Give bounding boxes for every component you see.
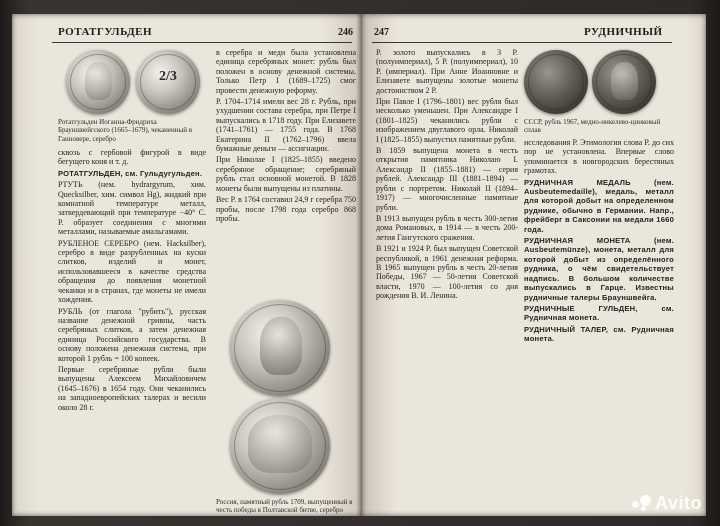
entry-rubl: РУБЛЬ (от глагола "рубить"), русская название денежной гривны, часть серебряных слитков, а затем денежная единица Российского государства. В основу положена денежная система, при которой 1 рубль = 100 копеек.: [58, 306, 206, 363]
page-number-right: 247: [374, 27, 389, 38]
coin-peter-rouble-obverse: [230, 300, 330, 396]
entry-rotatgulden: РОТАТГУЛЬДЕН, см. Гульдугульден.: [58, 168, 203, 178]
coin-caption-ussr: СССР, рубль 1967, медно-никелево-цинковый сплав: [524, 118, 661, 135]
running-head-left: РОТАТГУЛЬДЕН: [58, 26, 153, 38]
header-rule: [372, 42, 672, 43]
text-paragraph: в серебра и меди была установлена единица серебряных монет: рубль был положен в основу денежной системы. Только Петр I (1689–1725) смог провести денежную реформу.: [216, 48, 356, 95]
left-column-2: [216, 48, 356, 225]
avito-logo-icon: [632, 495, 652, 511]
text-paragraph: Р. 1704–1714 имели вес 28 г. Рубль, при ухудшении состава серебра, при Петре I выпускались в 1718 году. При Елизавете (1741–1761) — 1755 года. В 1768 Екатерина II (1762–1796) ввела бумажные деньги — ассигнации.: [216, 97, 356, 154]
right-column-2: [524, 138, 674, 346]
text-paragraph: Первые серебряные рубли были выпущены Алексеем Михайловичем (1645–1676) в 1654 году. Они чеканились на западноевропейских талерах и весили около 28 г.: [58, 364, 206, 412]
coin-caption-top: Ротатгульден Иоганна-Фридриха Брауншвейгского (1665–1679), чеканенный в Ганновере, серебро: [58, 118, 193, 143]
text-paragraph: В 1921 и 1924 Р. был выпущен Советской республикой, в 1961 денежная реформа. В 1965 выпущен рубль в честь 20-летия Победы, 1967 — 50-летия Советской власти, 1970 — 100-летия со дня рождения В. И. Ленина.: [376, 244, 518, 301]
entry-rudnichnaya-medal: РУДНИЧНАЯ МЕДАЛЬ (нем. Ausbeutemedaille), медаль, металл для которой добыт на определенном руднике, обычно в Германии. Напр., фрейберг в Саксонии на медали 1660 года.: [524, 177, 674, 234]
left-column-1: [58, 148, 206, 414]
entry-rublenoe-serebro: РУБЛЕНОЕ СЕРЕБРО (нем. Hacksilber), серебро в виде разрубленных на куски слитков, изделий и монет, использовавшееся в качестве средства обращения до появления монетной чеканки и в странах, где монеты не имели хождения.: [58, 238, 206, 305]
left-page: [12, 14, 362, 516]
coin-ratgulden-obverse: [66, 50, 130, 114]
text-paragraph: В 1859 выпущена монета в честь открытия памятника Николаю I. Александр II (1855–1881) — серия рублей. Александр III (1881–1894) — рубли с портретом. Николай II (1894–1917) — многочисленные памятные рубли.: [376, 146, 518, 212]
text-paragraph: При Николае I (1825–1855) введено серебряное обращение; серебряный рубль стал основной монетой. В 1828 монеты были выпущены из платины.: [216, 155, 356, 193]
text-paragraph: Вес Р. в 1764 составил 24,9 г серебра 750 пробы, после 1798 года серебро 868 пробы.: [216, 195, 357, 223]
page-number-left: 246: [338, 27, 353, 38]
header-rule: [52, 42, 352, 43]
text-paragraph: Р. золото выпускались в 3 Р. (полуимпериал), 5 Р. (полуимпериал), 10 Р. (империал). При Анне Иоанновне и Елизавете выпущены золотые монеты достоинством 2 Р.: [376, 48, 518, 95]
right-column-1: [376, 48, 518, 303]
entry-rudnichnye-gulden: РУДНИЧНЫЕ ГУЛЬДЕН, см. Рудничная монета.: [524, 303, 674, 323]
coin-caption-bottom: Россия, памятный рубль 1709, выпущенный в честь победы в Полтавской битве, серебро: [216, 498, 353, 515]
text-paragraph: В 1913 выпущен рубль в честь 300-летия дома Романовых, в 1914 — в честь 200-летия Гангутского сражения.: [376, 213, 518, 242]
right-page: [362, 14, 706, 516]
coin-ussr-rouble-reverse: [592, 50, 656, 114]
entry-rudnichnaya-moneta: РУДНИЧНАЯ МОНЕТА (нем. Ausbeutemünze), монета, металл для которой добыт из определённого рудника, о чём свидетельствует надпись. В большом количестве выпускались в Гарце. Известны рудничные талеры Брауншвейга.: [524, 236, 674, 302]
text-paragraph: При Павле I (1796–1801) вес рубля был несколько уменьшен. При Александре I (1801–1825) чеканились рубли с изображением двуглавого орла. Николай I (1825–1855) выпустил памятные рубли.: [376, 97, 518, 144]
text-paragraph: сквозь с гербовой фигурой в виде бегущего коня и т. д.: [58, 148, 206, 167]
avito-watermark-label: Avito: [655, 493, 702, 513]
coin-ratgulden-reverse: [136, 50, 200, 114]
avito-watermark: [632, 493, 702, 514]
coin-peter-rouble-reverse: [230, 398, 330, 494]
coin-ussr-rouble-obverse: [524, 50, 588, 114]
entry-rtut: РТУТЬ (нем. hydrargyrum, хим. Quecksilber, хим. символ Hg), жидкий при комнатной температуре металл, затвердевающий при температуре −40° С. Р. образует соединения с многими металлами, называемые амальгамами.: [58, 180, 206, 237]
entry-rudnichny-taler: РУДНИЧНЫЙ ТАЛЕР, см. Рудничная монета.: [524, 324, 674, 344]
coin-fraction-label: 2/3: [159, 69, 177, 85]
running-head-right: РУДНИЧНЫЙ: [584, 26, 663, 38]
text-paragraph: исследования Р. Этимология слова Р. до сих пор не установлена. Впервые слово упоминается в новгородских берестяных грамотах.: [524, 138, 674, 176]
